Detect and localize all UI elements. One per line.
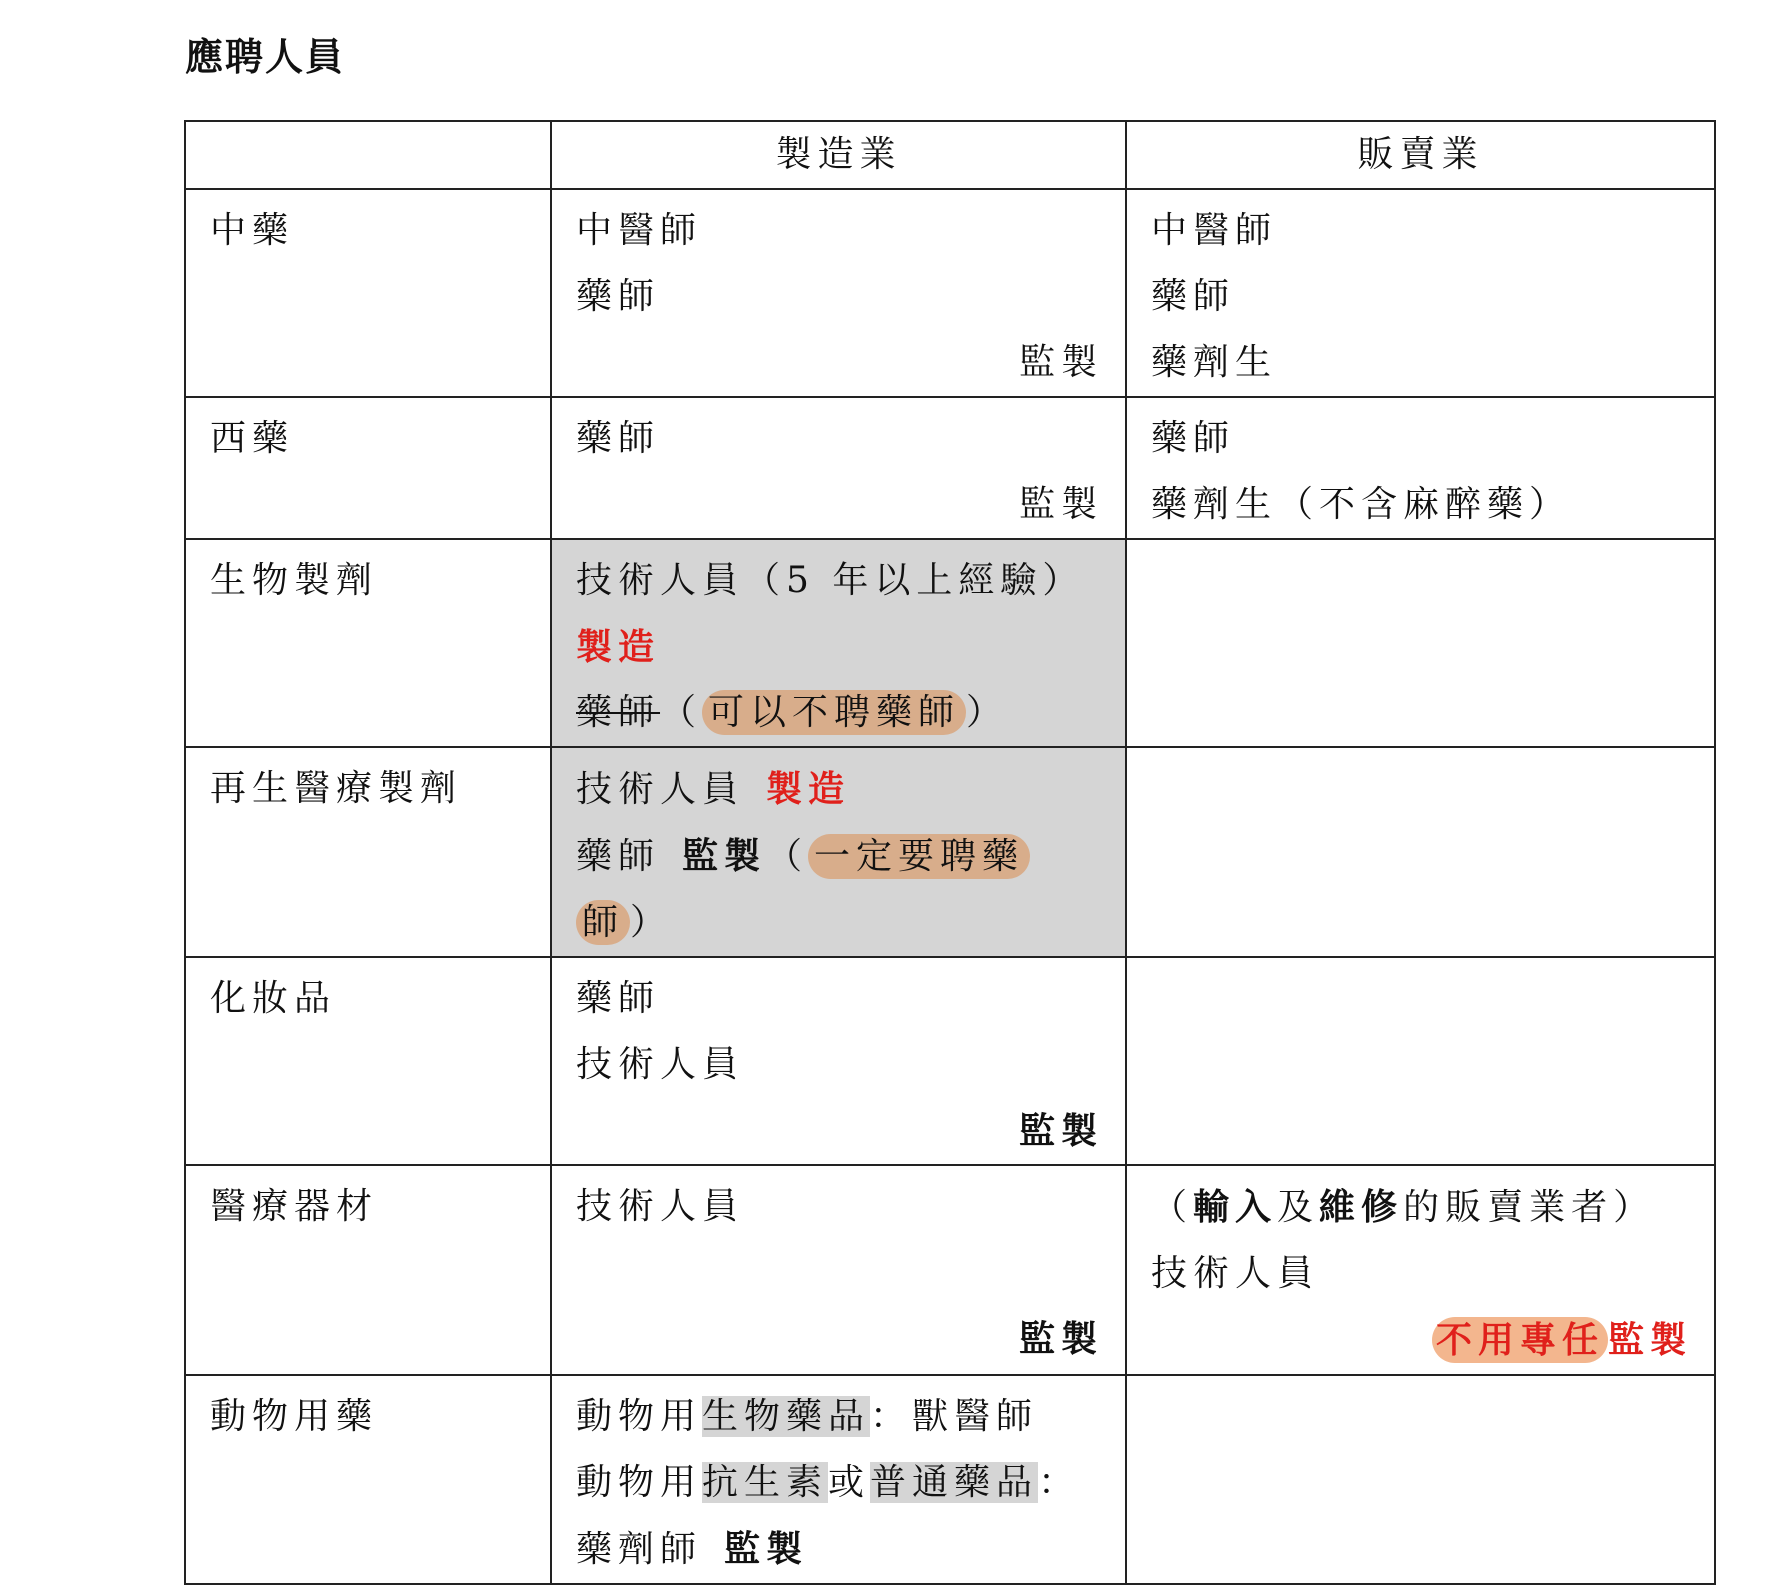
manufacture-label: 製造 — [766, 768, 851, 810]
cell-text: ： — [1038, 1462, 1081, 1503]
bold-term: 輸入 — [1193, 1186, 1278, 1228]
cell-line: 藥師 — [1151, 418, 1236, 459]
sales-cell — [1126, 747, 1715, 957]
manufacturing-cell — [551, 957, 1126, 1165]
cell-line — [1151, 1307, 1692, 1374]
manufacturing-cell — [551, 539, 1126, 747]
cell-line: 技術人員 — [1151, 1253, 1320, 1294]
table-row — [185, 1165, 1715, 1375]
table-row — [185, 1375, 1715, 1584]
manufacture-label: 製造 — [576, 626, 661, 668]
manufacturing-cell — [551, 1375, 1126, 1584]
sales-cell — [1126, 539, 1715, 747]
cell-line — [576, 1450, 1103, 1516]
highlight-note: 一定要聘藥 — [808, 834, 1030, 879]
supervision-label: 監製 — [1018, 484, 1103, 525]
cell-line: 藥師 — [576, 276, 661, 317]
cell-line: 藥劑生 — [1151, 342, 1278, 383]
category-cell: 生物製劑 — [185, 539, 551, 747]
cell-line — [576, 823, 1103, 890]
cell-line — [576, 1516, 1103, 1583]
page-title: 應聘人員 — [185, 34, 346, 79]
cell-text: ：獸醫師 — [870, 1396, 1039, 1437]
cell-line: 藥師 — [1151, 276, 1236, 317]
supervision-label: 監製 — [724, 1528, 809, 1570]
highlight-note: 不用專任 — [1432, 1317, 1608, 1363]
table-row — [185, 747, 1715, 957]
sales-cell — [1126, 397, 1715, 539]
category-cell: 再生醫療製劑 — [185, 747, 551, 957]
cell-line — [576, 890, 1103, 956]
sales-cell — [1126, 957, 1715, 1165]
cell-line — [576, 680, 1103, 746]
struck-text: 藥師 — [576, 692, 661, 733]
category-cell: 中藥 — [185, 189, 551, 397]
header-sales: 販賣業 — [1126, 121, 1715, 189]
header-manufacturing: 製造業 — [551, 121, 1126, 189]
category-cell: 動物用藥 — [185, 1375, 551, 1584]
highlight-term: 生物藥品 — [702, 1396, 871, 1437]
cell-line: 藥師 — [576, 978, 661, 1019]
cell-line: 技術人員（5 年以上經驗） — [576, 560, 1085, 601]
cell-line: 中醫師 — [1151, 210, 1278, 251]
cell-line — [1151, 1174, 1692, 1241]
manufacturing-cell — [551, 397, 1126, 539]
cell-text: 動物用 — [576, 1462, 703, 1503]
staffing-table — [184, 120, 1716, 1585]
cell-text: 的販賣業者） — [1403, 1187, 1656, 1228]
paren-open: （ — [1151, 1187, 1194, 1228]
highlight-note: 師 — [576, 900, 630, 945]
category-cell: 醫療器材 — [185, 1165, 551, 1375]
category-cell: 西藥 — [185, 397, 551, 539]
header-empty — [185, 121, 551, 189]
manufacturing-cell — [551, 189, 1126, 397]
paren-close: ） — [630, 902, 673, 943]
table-row — [185, 189, 1715, 397]
table-row — [185, 397, 1715, 539]
cell-text: 及 — [1277, 1187, 1320, 1228]
cell-line — [576, 756, 1103, 823]
table-header-row — [185, 121, 1715, 189]
paren-open: （ — [660, 692, 703, 733]
cell-line: 藥師 — [576, 418, 661, 459]
sales-cell — [1126, 1165, 1715, 1375]
supervision-label: 監製 — [1018, 1110, 1103, 1152]
cell-line: 藥劑生（不含麻醉藥） — [1151, 484, 1572, 525]
supervision-label: 監製 — [682, 835, 767, 877]
supervision-label: 監製 — [1018, 1318, 1103, 1360]
highlight-term: 普通藥品 — [870, 1462, 1039, 1503]
highlight-term: 抗生素 — [702, 1462, 829, 1503]
manufacturing-cell — [551, 747, 1126, 957]
cell-text: 技術人員 — [576, 769, 745, 810]
paren-close: ） — [966, 692, 1009, 733]
paren-open: （ — [766, 836, 809, 877]
cell-line: 中醫師 — [576, 210, 703, 251]
sales-cell — [1126, 189, 1715, 397]
bold-term: 維修 — [1319, 1186, 1404, 1228]
supervision-label: 監製 — [1018, 342, 1103, 383]
cell-text: 藥劑師 — [576, 1529, 703, 1570]
cell-text: 動物用 — [576, 1396, 703, 1437]
sales-cell — [1126, 1375, 1715, 1584]
table-row — [185, 539, 1715, 747]
manufacturing-cell — [551, 1165, 1126, 1375]
cell-text: 或 — [828, 1462, 871, 1503]
supervision-label: 監製 — [1607, 1319, 1692, 1361]
category-cell: 化妝品 — [185, 957, 551, 1165]
cell-line: 技術人員 — [576, 1044, 745, 1085]
table-row — [185, 957, 1715, 1165]
cell-line — [576, 1384, 1103, 1450]
cell-text: 藥師 — [576, 836, 661, 877]
cell-line: 技術人員 — [576, 1186, 745, 1227]
highlight-note: 可以不聘藥師 — [702, 690, 966, 735]
